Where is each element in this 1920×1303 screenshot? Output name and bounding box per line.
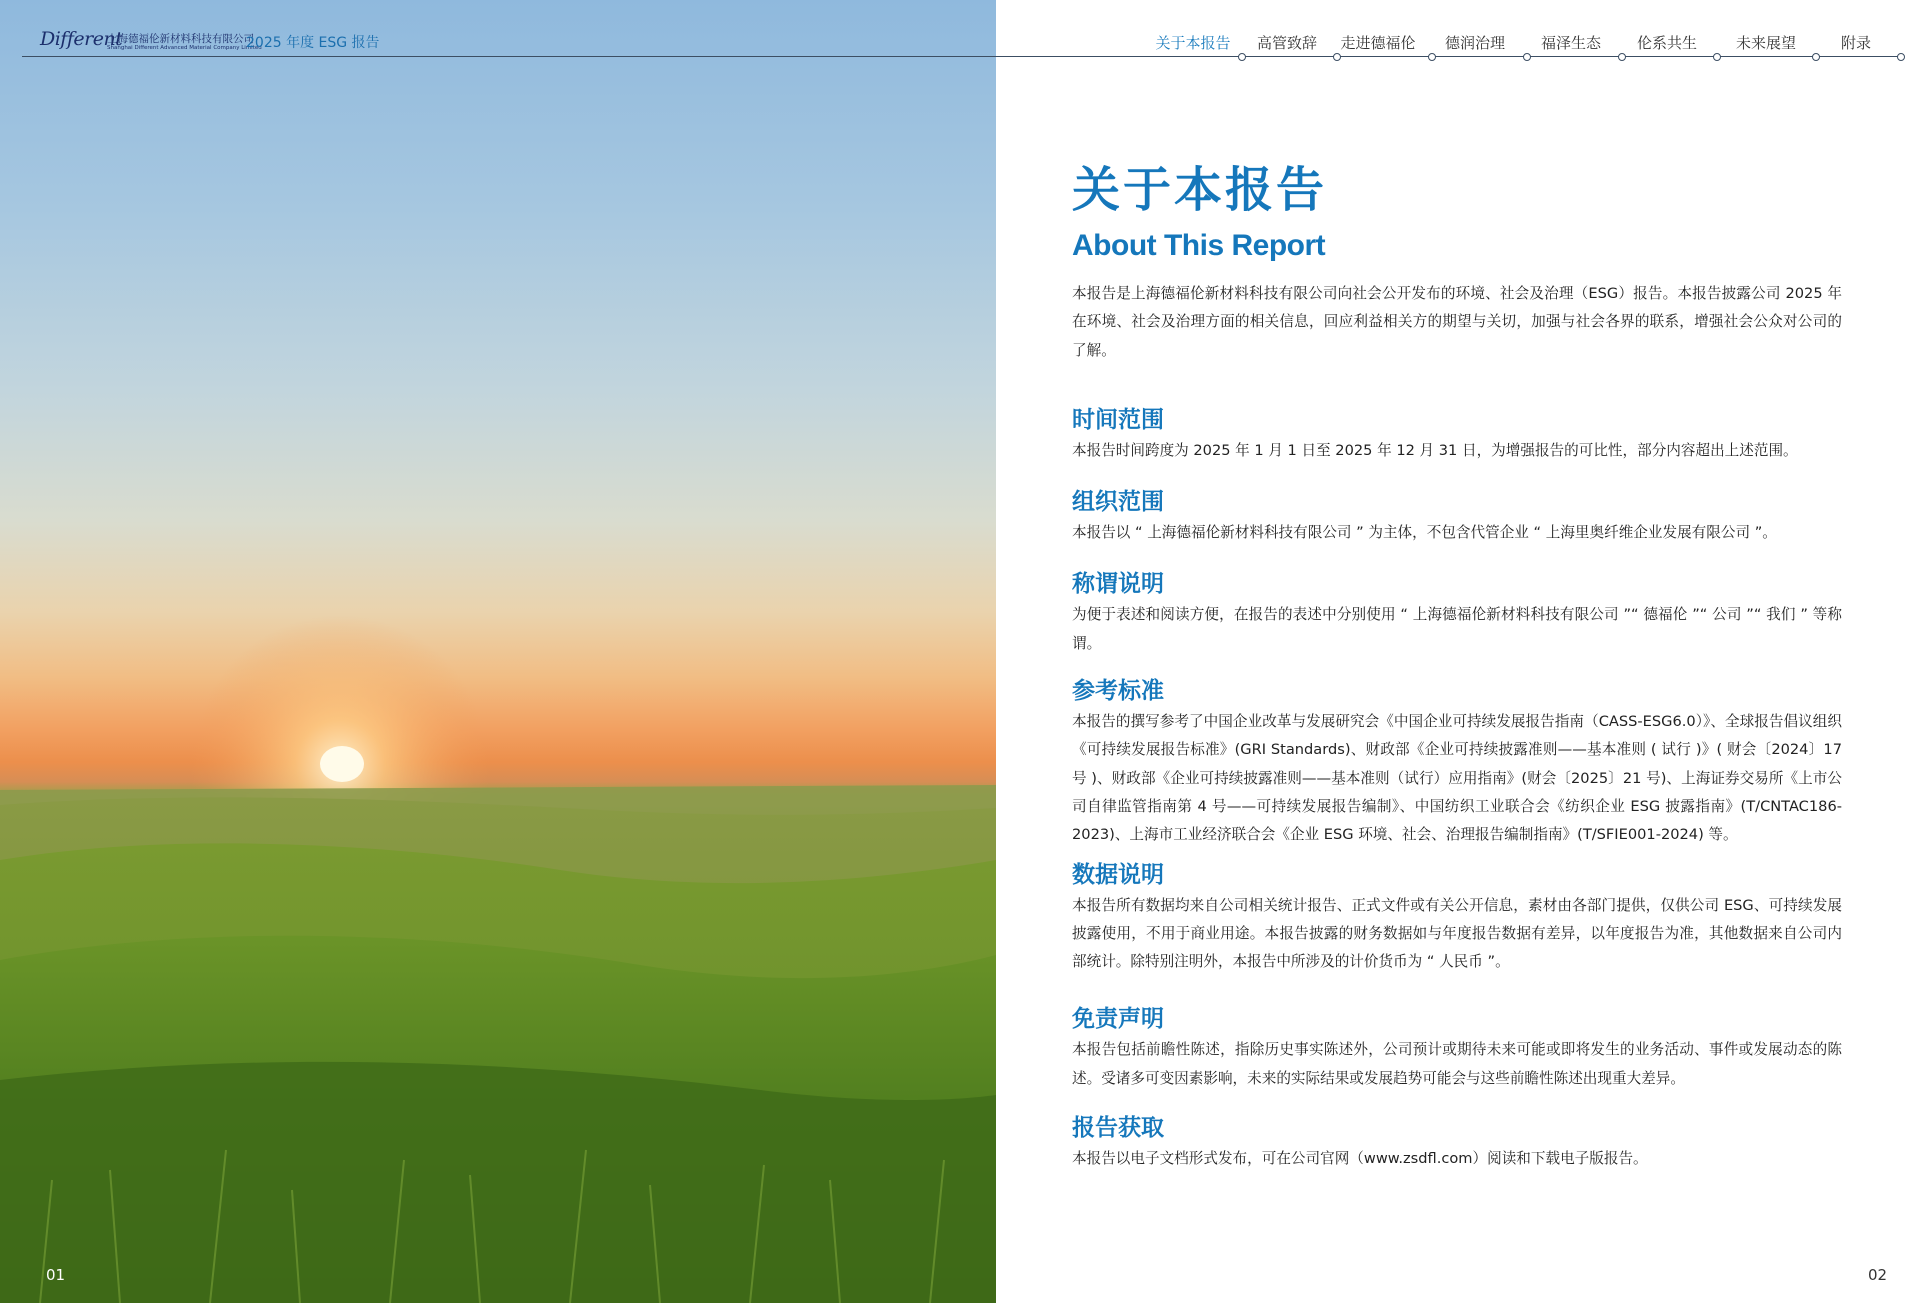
report-content [1072, 160, 1842, 1173]
nav-item-about-report[interactable]: 关于本报告 [1155, 34, 1231, 52]
section-reference-standards [1072, 676, 1842, 849]
section-title: 免责声明 [1072, 1006, 1164, 1033]
section-report-access [1072, 1113, 1842, 1173]
nav-separator-dot [1333, 53, 1341, 61]
sun [320, 746, 364, 782]
section-text: 本报告时间跨度为 2025 年 1 月 1 日至 2025 年 12 月 31 日，为增强报告的可比性，部分内容超出上述范围。 [1072, 441, 1798, 459]
section-text: 为便于表述和阅读方便，在报告的表述中分别使用 “ 上海德福伦新材料科技有限公司 ”“ 德福伦 ”“ 公司 ”“ 我们 ” 等称谓。 [1072, 606, 1842, 652]
section-text: 本报告所有数据均来自公司相关统计报告、正式文件或有关公开信息，素材由各部门提供，仅供公司 ESG、可持续发展披露使用，不用于商业用途。本报告披露的财务数据如与年度报告数据有差异，以年度报告为准，其他数据来自公司内部统计。除特别注明外，本报告中所涉及的计价货币为 “ 人民币 ”。 [1072, 896, 1842, 971]
section-disclaimer [1072, 1004, 1842, 1093]
section-title: 参考标准 [1072, 678, 1164, 705]
section-text: 本报告的撰写参考了中国企业改革与发展研究会《中国企业可持续发展报告指南（CASS-ESG6.0）》、全球报告倡议组织《可持续发展报告标准》(GRI Standards)、财政部《企业可持续披露准则——基本准则 ( 试行 )》( 财会〔2024〕17 号 )、财政部《企业可持续披露准则——基本准则（试行）应用指南》(财会〔2025〕21 号)、上海证券交易所《上市公司自律监管指南第 4 号——可持续发展报告编制》、中国纺织工业联合会《纺织企业 ESG 披露指南》(T/CNTAC186-2023)、上海市工业经济联合会《企业 ESG 环境、社会、治理报告编制指南》(T/SFIE001-2024) 等。 [1072, 713, 1842, 844]
nav-item-executive-message[interactable]: 高管致辞 [1256, 34, 1318, 52]
section-terms [1072, 569, 1842, 658]
section-org-scope [1072, 487, 1842, 547]
nav-separator-dot [1428, 53, 1436, 61]
nav-separator-dot [1523, 53, 1531, 61]
nav-item-ecology[interactable]: 福泽生态 [1540, 34, 1602, 52]
section-text: 本报告以 “ 上海德福伦新材料科技有限公司 ” 为主体，不包含代管企业 “ 上海里奥纤维企业发展有限公司 ”。 [1072, 524, 1777, 542]
nav-separator-dot [1897, 53, 1905, 61]
section-title: 组织范围 [1072, 489, 1164, 516]
page-subtitle: About This Report [1072, 229, 1326, 262]
section-title: 称谓说明 [1072, 571, 1164, 598]
nav-item-outlook[interactable]: 未来展望 [1735, 34, 1797, 52]
section-text: 本报告包括前瞻性陈述，指除历史事实陈述外，公司预计或期待未来可能或即将发生的业务活动、事件或发展动态的陈述。受诸多可变因素影响，未来的实际结果或发展趋势可能会与这些前瞻性陈述出现重大差异。 [1072, 1041, 1842, 1087]
intro-paragraph: 本报告是上海德福伦新材料科技有限公司向社会公开发布的环境、社会及治理（ESG）报告。本报告披露公司 2025 年在环境、社会及治理方面的相关信息，回应利益相关方的期望与关切，加强与社会各界的联系，增强社会公众对公司的了解。 [1072, 285, 1842, 359]
nav-separator-dot [1812, 53, 1820, 61]
nav-separator-dot [1618, 53, 1626, 61]
report-label: 2025 年度 ESG 报告 [246, 35, 380, 51]
nav-item-appendix[interactable]: 附录 [1840, 34, 1872, 52]
company-logo: Different [40, 28, 123, 50]
page-title: 关于本报告 [1072, 162, 1328, 218]
company-name-en: Shanghai Different Advanced Material Company Limited [107, 45, 262, 51]
nav-item-about-company[interactable]: 走进德福伦 [1340, 34, 1416, 52]
page-number-left: 01 [46, 1266, 66, 1284]
section-title: 时间范围 [1072, 406, 1164, 433]
section-title: 数据说明 [1072, 861, 1164, 888]
section-data-notes [1072, 860, 1842, 977]
section-time-scope [1072, 405, 1842, 465]
page-number-right: 02 [1868, 1266, 1888, 1284]
company-name-cn: 上海德福伦新材料科技有限公司 [107, 33, 254, 45]
nav-separator-dot [1713, 53, 1721, 61]
section-title: 报告获取 [1072, 1115, 1164, 1142]
page-header [0, 0, 1920, 70]
section-text: 本报告以电子文档形式发布，可在公司官网（www.zsdfl.com）阅读和下载电子版报告。 [1072, 1150, 1648, 1168]
nav-item-social[interactable]: 伦系共生 [1636, 34, 1698, 52]
nav-separator-dot [1238, 53, 1246, 61]
nav-item-governance[interactable]: 德润治理 [1444, 34, 1506, 52]
